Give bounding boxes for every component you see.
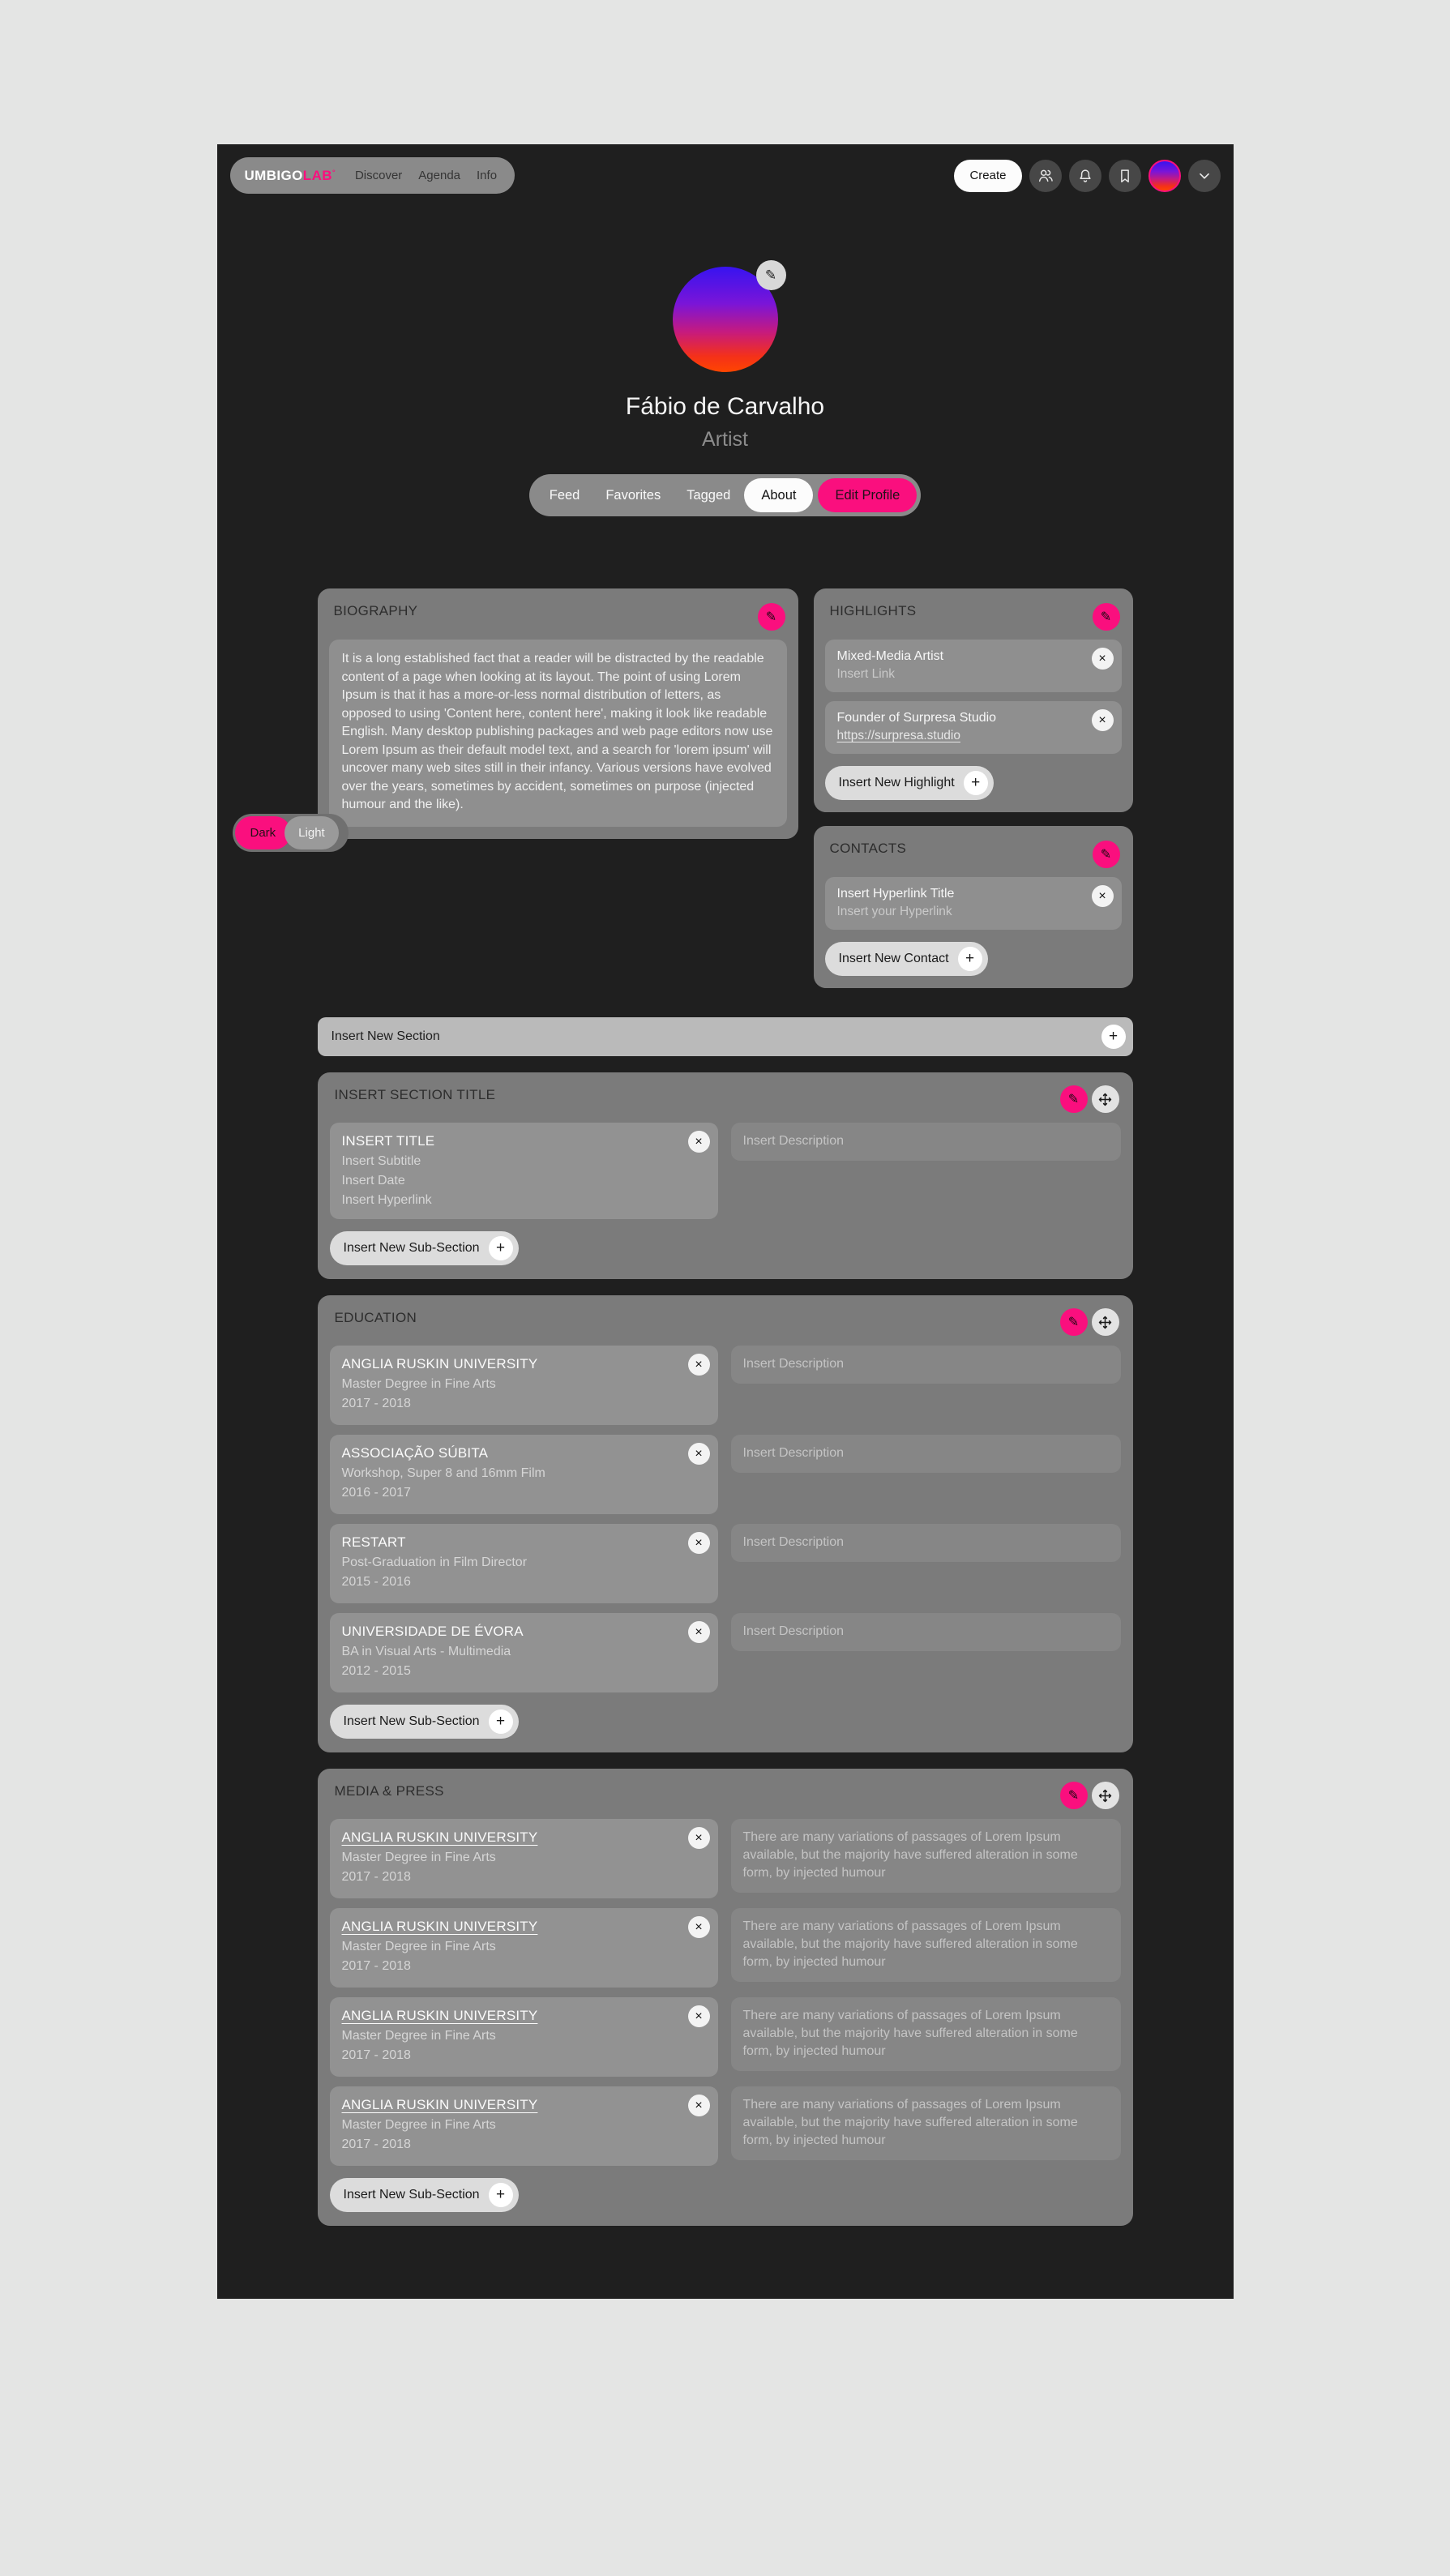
highlight-link[interactable]: https://surpresa.studio xyxy=(836,729,960,742)
entry-title-link[interactable]: ANGLIA RUSKIN UNIVERSITY xyxy=(341,2008,538,2023)
add-highlight-label: Insert New Highlight xyxy=(838,776,955,789)
highlights-section xyxy=(814,588,1133,812)
entry-subtitle: Master Degree in Fine Arts xyxy=(341,1851,496,1864)
remove-highlight-button[interactable] xyxy=(1092,709,1114,731)
pencil-icon: ✎ xyxy=(765,610,777,624)
people-button[interactable] xyxy=(1029,160,1062,192)
remove-entry-button[interactable] xyxy=(688,2005,710,2027)
plus-icon: + xyxy=(489,2183,513,2207)
add-contact-label: Insert New Contact xyxy=(838,952,949,965)
entry-date: 2017 - 2018 xyxy=(341,1870,411,1884)
edit-section-button[interactable] xyxy=(1060,1782,1088,1809)
plus-icon: + xyxy=(489,1236,513,1260)
tab-favorites[interactable]: Favorites xyxy=(593,478,673,512)
theme-dark-button[interactable]: Dark xyxy=(235,816,292,849)
entry-date: 2017 - 2018 xyxy=(341,2137,411,2151)
edit-profile-button[interactable]: Edit Profile xyxy=(818,478,917,512)
nav-right-actions xyxy=(954,160,1220,192)
entry-title-link[interactable]: ANGLIA RUSKIN UNIVERSITY xyxy=(341,2097,538,2112)
plus-icon: + xyxy=(964,771,988,795)
remove-entry-button[interactable] xyxy=(688,1621,710,1643)
education-entry[interactable] xyxy=(330,1613,718,1692)
subsection-date-placeholder[interactable]: Insert Date xyxy=(341,1174,405,1187)
entry-subtitle: Master Degree in Fine Arts xyxy=(341,1377,496,1391)
highlight-title: Mixed-Media Artist xyxy=(836,649,944,663)
insert-new-subsection-button[interactable] xyxy=(330,1231,519,1265)
insert-new-section-button[interactable] xyxy=(318,1017,1133,1056)
move-icon xyxy=(1097,1787,1114,1804)
edit-contacts-button[interactable] xyxy=(1093,841,1120,868)
section-title: INSERT SECTION TITLE xyxy=(334,1087,496,1102)
remove-entry-button[interactable] xyxy=(688,1354,710,1376)
contacts-title: CONTACTS xyxy=(829,841,907,856)
avatar-wrapper xyxy=(673,267,778,372)
close-icon: × xyxy=(695,1134,703,1149)
move-icon xyxy=(1097,1091,1114,1108)
media-entry[interactable] xyxy=(330,1819,718,1898)
entry-title-link[interactable]: ANGLIA RUSKIN UNIVERSITY xyxy=(341,1829,538,1845)
insert-new-section-label: Insert New Section xyxy=(331,1029,440,1043)
education-entry[interactable] xyxy=(330,1524,718,1603)
education-entry[interactable] xyxy=(330,1435,718,1514)
edit-biography-button[interactable] xyxy=(758,603,785,631)
insert-new-subsection-button[interactable] xyxy=(330,1705,519,1739)
remove-contact-button[interactable] xyxy=(1092,885,1114,907)
close-icon: × xyxy=(695,1535,703,1550)
move-icon xyxy=(1097,1314,1114,1331)
theme-light-button[interactable]: Light xyxy=(284,816,339,849)
nav-left-pill xyxy=(230,157,515,194)
tab-about[interactable]: About xyxy=(744,478,813,512)
pencil-icon: ✎ xyxy=(1067,1093,1080,1106)
subsection-hyperlink-placeholder[interactable]: Insert Hyperlink xyxy=(341,1193,432,1207)
tab-feed[interactable]: Feed xyxy=(537,478,592,512)
umbigo-lab-logo[interactable] xyxy=(245,168,336,184)
contacts-section xyxy=(814,826,1133,988)
profile-page-card xyxy=(217,144,1234,2299)
highlights-title: HIGHLIGHTS xyxy=(829,603,917,618)
entry-title: ANGLIA RUSKIN UNIVERSITY xyxy=(341,1356,538,1371)
remove-highlight-button[interactable] xyxy=(1092,648,1114,670)
contact-link-placeholder[interactable]: Insert your Hyperlink xyxy=(836,905,952,918)
media-entry[interactable] xyxy=(330,2086,718,2166)
nav-links xyxy=(355,169,497,182)
entry-description[interactable]: There are many variations of passages of Lorem Ipsum available, but the majority have suffered alteration in some form, by injected humour xyxy=(731,2086,1121,2160)
create-button[interactable]: Create xyxy=(954,160,1021,192)
remove-entry-button[interactable] xyxy=(688,1827,710,1849)
entry-subtitle: Post-Graduation in Film Director xyxy=(341,1555,528,1569)
bookmarks-button[interactable] xyxy=(1109,160,1141,192)
highlight-item[interactable] xyxy=(825,640,1122,692)
top-navbar xyxy=(217,144,1234,207)
entry-title: ASSOCIAÇÃO SÚBITA xyxy=(341,1445,489,1461)
entry-date: 2012 - 2015 xyxy=(341,1664,411,1678)
close-icon: × xyxy=(1098,888,1106,903)
pencil-icon: ✎ xyxy=(1067,1789,1080,1803)
notifications-button[interactable] xyxy=(1069,160,1101,192)
nav-link-info[interactable]: Info xyxy=(477,169,498,182)
biography-title: BIOGRAPHY xyxy=(333,603,418,618)
theme-toggle xyxy=(233,814,349,852)
close-icon: × xyxy=(695,1919,703,1934)
remove-entry-button[interactable] xyxy=(688,2095,710,2116)
close-icon: × xyxy=(1098,712,1106,727)
entry-description[interactable]: There are many variations of passages of Lorem Ipsum available, but the majority have suffered alteration in some form, by injected humour xyxy=(731,1908,1121,1982)
entry-description-placeholder[interactable]: Insert Description xyxy=(731,1524,1121,1562)
section-media-press xyxy=(318,1769,1133,2226)
close-icon: × xyxy=(695,1446,703,1461)
subsection-card[interactable] xyxy=(330,1123,718,1219)
pencil-icon: ✎ xyxy=(764,267,777,283)
subsection-subtitle-placeholder[interactable]: Insert Subtitle xyxy=(341,1154,421,1168)
nav-link-discover[interactable]: Discover xyxy=(354,169,403,182)
edit-avatar-button[interactable] xyxy=(756,260,786,290)
section-title: MEDIA & PRESS xyxy=(334,1783,444,1799)
edit-highlights-button[interactable] xyxy=(1093,603,1120,631)
bell-icon xyxy=(1076,167,1094,185)
add-subsection-label: Insert New Sub-Section xyxy=(343,1714,480,1728)
close-icon: × xyxy=(695,1624,703,1639)
contact-item[interactable] xyxy=(825,877,1122,930)
close-icon: × xyxy=(695,2009,703,2023)
logo-mark: ° xyxy=(331,167,336,176)
entry-date: 2017 - 2018 xyxy=(341,1959,411,1973)
logo-umbigo: UMBIGO xyxy=(244,167,303,183)
about-content xyxy=(318,588,1133,2226)
pencil-icon: ✎ xyxy=(1100,848,1112,862)
subsection-description-placeholder[interactable]: Insert Description xyxy=(731,1123,1121,1161)
entry-subtitle: Master Degree in Fine Arts xyxy=(341,1940,496,1953)
pencil-icon: ✎ xyxy=(1100,610,1112,624)
remove-entry-button[interactable] xyxy=(688,1532,710,1554)
move-section-button[interactable] xyxy=(1092,1782,1119,1809)
highlight-title: Founder of Surpresa Studio xyxy=(836,711,997,725)
media-entry[interactable] xyxy=(330,1908,718,1988)
profile-tabs-row xyxy=(217,474,1234,516)
close-icon: × xyxy=(1098,651,1106,665)
nav-link-agenda[interactable]: Agenda xyxy=(418,169,461,182)
entry-description[interactable]: There are many variations of passages of Lorem Ipsum available, but the majority have suffered alteration in some form, by injected humour xyxy=(731,1997,1121,2071)
entry-subtitle: BA in Visual Arts - Multimedia xyxy=(341,1645,511,1658)
chevron-down-icon xyxy=(1196,167,1213,185)
remove-entry-button[interactable] xyxy=(688,1916,710,1938)
education-entry[interactable] xyxy=(330,1346,718,1425)
close-icon: × xyxy=(695,2098,703,2112)
profile-role: Artist xyxy=(702,428,748,451)
entry-subtitle: Workshop, Super 8 and 16mm Film xyxy=(341,1466,545,1480)
subsection-title-placeholder[interactable]: INSERT TITLE xyxy=(341,1133,435,1149)
edit-section-button[interactable] xyxy=(1060,1308,1088,1336)
account-menu-button[interactable] xyxy=(1188,160,1221,192)
close-icon: × xyxy=(695,1357,703,1371)
entry-title: UNIVERSIDADE DE ÉVORA xyxy=(341,1624,524,1639)
profile-name: Fábio de Carvalho xyxy=(625,393,825,420)
close-icon: × xyxy=(695,1830,703,1845)
highlight-link-placeholder[interactable]: Insert Link xyxy=(836,667,896,681)
section-insert-section-title xyxy=(318,1072,1133,1279)
entry-date: 2015 - 2016 xyxy=(341,1575,411,1589)
remove-entry-button[interactable] xyxy=(688,1443,710,1465)
section-title: EDUCATION xyxy=(334,1310,417,1325)
insert-new-contact-button[interactable] xyxy=(825,942,988,976)
biography-section xyxy=(318,588,798,839)
entry-date: 2017 - 2018 xyxy=(341,1397,411,1410)
add-subsection-label: Insert New Sub-Section xyxy=(343,2188,480,2202)
pencil-icon: ✎ xyxy=(1067,1316,1080,1329)
entry-description-placeholder[interactable]: Insert Description xyxy=(731,1435,1121,1473)
entry-title-link[interactable]: ANGLIA RUSKIN UNIVERSITY xyxy=(341,1919,538,1934)
profile-tabs xyxy=(529,474,922,516)
highlight-item[interactable] xyxy=(825,701,1122,754)
insert-new-highlight-button[interactable] xyxy=(825,766,994,800)
section-education xyxy=(318,1295,1133,1752)
biography-text[interactable]: It is a long established fact that a reader will be distracted by the readable content of a page when looking at its layout. The point of using Lorem Ipsum is that it has a more-or-less normal distribution of letters, as opposed to using 'Content here, content here', making it look like readable English. Many desktop publishing packages and web page editors now use Lorem Ipsum as their default model text, and a search for 'lorem ipsum' will uncover many web sites still in their infancy. Various versions have evolved over the years, sometimes by accident, sometimes on purpose (injected humour and the like). xyxy=(329,640,787,827)
plus-icon: + xyxy=(958,947,982,971)
user-avatar-small[interactable] xyxy=(1148,160,1181,192)
bookmark-icon xyxy=(1116,167,1134,185)
insert-new-subsection-button[interactable] xyxy=(330,2178,519,2212)
add-subsection-label: Insert New Sub-Section xyxy=(343,1241,480,1255)
users-icon xyxy=(1037,167,1054,185)
entry-description[interactable]: There are many variations of passages of Lorem Ipsum available, but the majority have suffered alteration in some form, by injected humour xyxy=(731,1819,1121,1893)
move-section-button[interactable] xyxy=(1092,1308,1119,1336)
entry-date: 2016 - 2017 xyxy=(341,1486,411,1500)
profile-header xyxy=(217,267,1234,451)
plus-icon: + xyxy=(1101,1025,1126,1049)
move-section-button[interactable] xyxy=(1092,1085,1119,1113)
entry-subtitle: Master Degree in Fine Arts xyxy=(341,2029,496,2043)
entry-date: 2017 - 2018 xyxy=(341,2048,411,2062)
plus-icon: + xyxy=(489,1709,513,1734)
contact-title-placeholder[interactable]: Insert Hyperlink Title xyxy=(836,887,955,901)
media-entry[interactable] xyxy=(330,1997,718,2077)
logo-lab: LAB xyxy=(302,167,332,183)
entry-subtitle: Master Degree in Fine Arts xyxy=(341,2118,496,2132)
tab-tagged[interactable]: Tagged xyxy=(674,478,742,512)
remove-subsection-button[interactable] xyxy=(688,1131,710,1153)
entry-title: RESTART xyxy=(341,1534,406,1550)
entry-description-placeholder[interactable]: Insert Description xyxy=(731,1346,1121,1384)
entry-description-placeholder[interactable]: Insert Description xyxy=(731,1613,1121,1651)
edit-section-button[interactable] xyxy=(1060,1085,1088,1113)
